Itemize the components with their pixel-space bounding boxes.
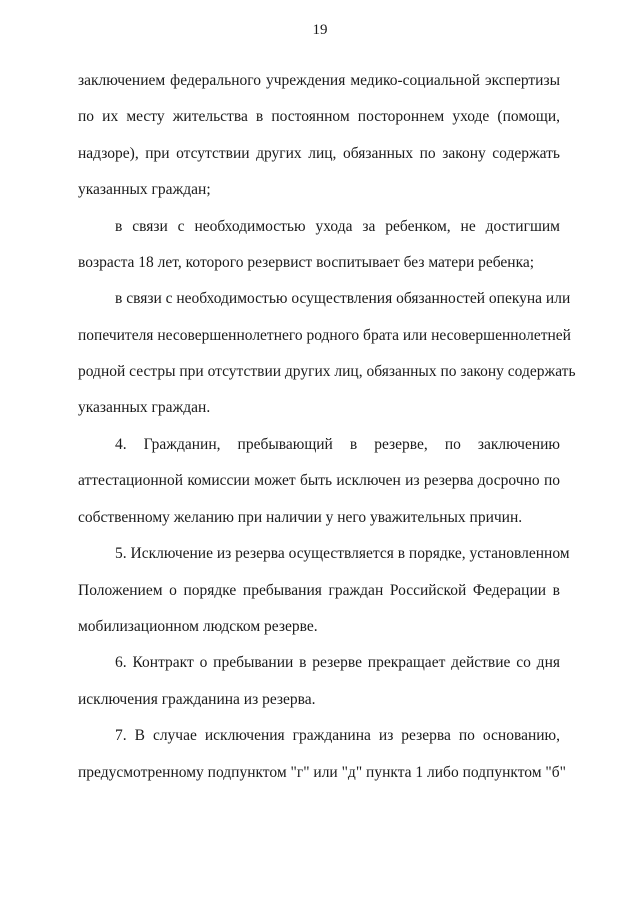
page-number: 19 — [312, 22, 328, 38]
text-line: исключения гражданина из резерва. — [78, 691, 316, 708]
text-line: указанных граждан. — [78, 399, 211, 416]
text-line: родной сестры при отсутствии других лиц, обязанных по закону содержать — [78, 363, 576, 380]
text-line: в связи с необходимостью осуществления обязанностей опекуна или — [115, 290, 571, 307]
text-line: 5. Исключение из резерва осуществляется в порядке, установленном — [115, 545, 570, 562]
text-line: по их месту жительства в постоянном постороннем уходе (помощи, — [78, 108, 560, 125]
text-line: в связи с необходимостью ухода за ребенком, не достигшим — [115, 218, 560, 235]
text-line: 7. В случае исключения гражданина из резерва по основанию, — [115, 727, 560, 744]
text-line: заключением федерального учреждения медико-социальной экспертизы — [78, 72, 560, 89]
text-line: указанных граждан; — [78, 181, 211, 198]
text-line: собственному желанию при наличии у него уважительных причин. — [78, 509, 523, 526]
text-line: надзоре), при отсутствии других лиц, обязанных по закону содержать — [78, 145, 560, 162]
text-line: 6. Контракт о пребывании в резерве прекращает действие со дня — [115, 654, 560, 671]
text-line: возраста 18 лет, которого резервист воспитывает без матери ребенка; — [78, 254, 535, 271]
text-line: 4. Гражданин, пребывающий в резерве, по заключению — [115, 436, 560, 453]
text-line: попечителя несовершеннолетнего родного брата или несовершеннолетней — [78, 327, 571, 344]
text-line: предусмотренному подпунктом "г" или "д" пункта 1 либо подпунктом "б" — [78, 764, 566, 781]
text-line: аттестационной комиссии может быть исключен из резерва досрочно по — [78, 472, 560, 489]
text-line: Положением о порядке пребывания граждан Российской Федерации в — [78, 582, 560, 599]
text-line: мобилизационном людском резерве. — [78, 618, 318, 635]
